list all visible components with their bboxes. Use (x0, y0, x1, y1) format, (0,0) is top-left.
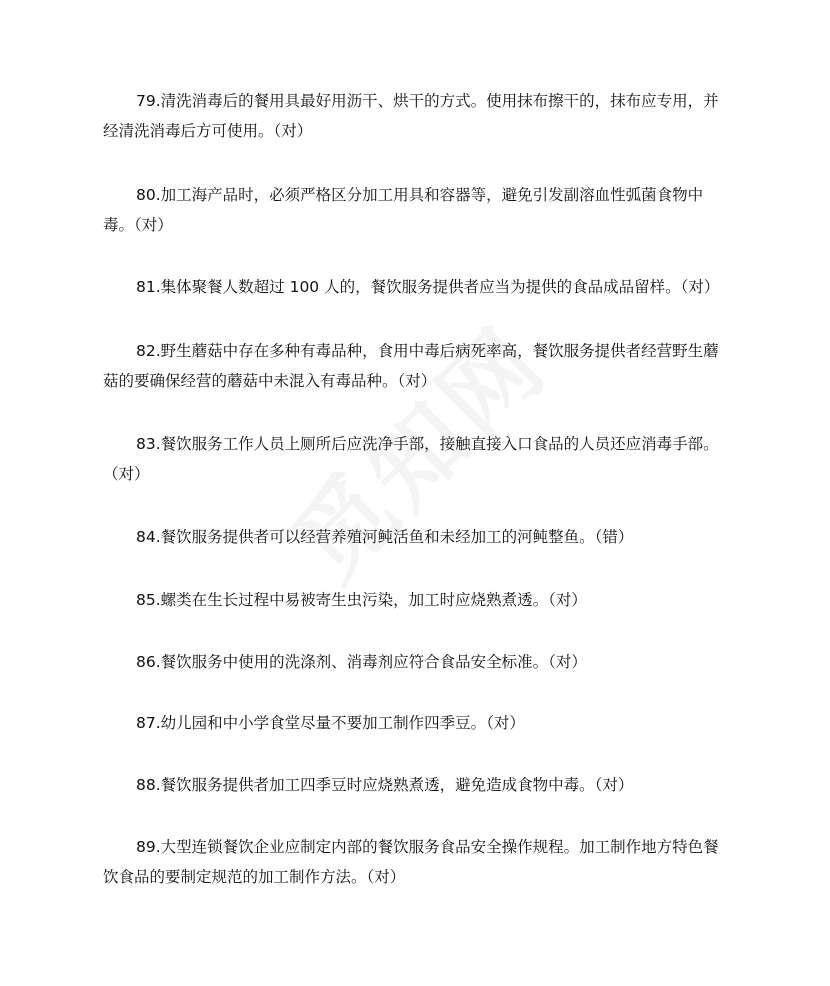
question-79: 79.清洗消毒后的餐用具最好用沥干、烘干的方式。使用抹布擦干的，抹布应专用，并经清洗消毒后方可使用。（对） (103, 92, 719, 140)
question-80: 80.加工海产品时，必须严格区分加工用具和容器等，避免引发副溶血性弧菌食物中毒。（对） (103, 186, 704, 234)
question-89: 89.大型连锁餐饮企业应制定内部的餐饮服务食品安全操作规程。加工制作地方特色餐饮食品的要制定规范的加工制作方法。（对） (103, 838, 719, 886)
question-85: 85.螺类在生长过程中易被寄生虫污染，加工时应烧熟煮透。（对） (136, 591, 587, 609)
question-81: 81.集体聚餐人数超过 100 人的，餐饮服务提供者应当为提供的食品成品留样。（对） (136, 278, 720, 296)
question-83: 83.餐饮服务工作人员上厕所后应洗净手部，接触直接入口食品的人员还应消毒手部。（对） (103, 435, 719, 483)
question-82: 82.野生蘑菇中存在多种有毒品种，食用中毒后病死率高，餐饮服务提供者经营野生蘑菇的要确保经营的蘑菇中未混入有毒品种。（对） (103, 342, 719, 390)
question-87: 87.幼儿园和中小学食堂尽量不要加工制作四季豆。（对） (136, 714, 525, 732)
question-84: 84.餐饮服务提供者可以经营养殖河鲀活鱼和未经加工的河鲀整鱼。（错） (136, 528, 634, 546)
question-88: 88.餐饮服务提供者加工四季豆时应烧熟煮透，避免造成食物中毒。（对） (136, 776, 634, 794)
question-86: 86.餐饮服务中使用的洗涤剂、消毒剂应符合食品安全标准。（对） (136, 653, 587, 671)
